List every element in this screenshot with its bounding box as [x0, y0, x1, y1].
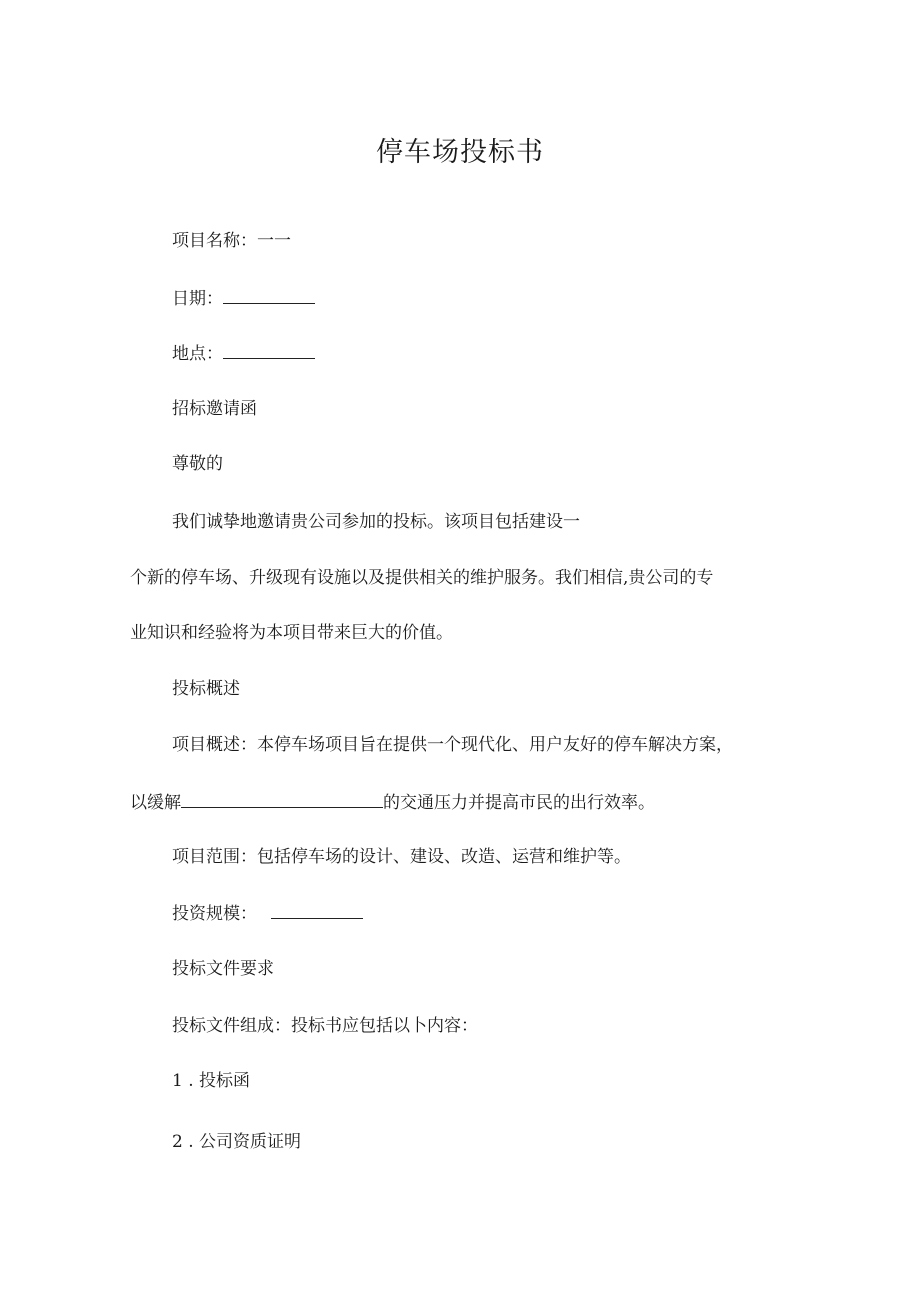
location-label: 地点：: [172, 344, 223, 364]
overview-blank: [181, 790, 383, 808]
requirements-heading: 投标文件要求: [172, 959, 274, 979]
scope-line: 项目范围：包括停车场的设计、建设、改造、运营和维护等。: [172, 847, 631, 867]
salutation: 尊敬的: [172, 454, 223, 474]
list-item-1: 1 . 投标函: [172, 1071, 251, 1091]
overview-line-2: [130, 790, 655, 815]
location-line: [172, 341, 315, 366]
document-title: 停车场投标书: [376, 137, 544, 168]
investment-line: [172, 901, 363, 926]
overview-line-2-suffix: 的交通压力并提高市民的出行效率。: [383, 793, 655, 813]
date-blank: [223, 286, 315, 304]
date-line: [172, 286, 315, 311]
invitation-line-3: 业知识和经验将为本项目带来巨大的价值。: [130, 623, 453, 643]
investment-label: 投资规模：: [172, 904, 257, 924]
date-label: 日期：: [172, 289, 223, 309]
invitation-heading: 招标邀请函: [172, 399, 257, 419]
investment-blank: [271, 901, 363, 919]
list-item-2: 2 . 公司资质证明: [172, 1132, 302, 1152]
invitation-line-2: 个新的停车场、升级现有设施以及提供相关的维护服务。我们相信,贵公司的专: [130, 568, 714, 588]
project-name-line: 项目名称：一一: [172, 231, 291, 251]
overview-heading: 投标概述: [172, 679, 240, 699]
invitation-line-1: 我们诚挚地邀请贵公司参加的投标。该项目包括建设一: [172, 512, 580, 532]
composition-line: 投标文件组成：投标书应包括以卜内容：: [172, 1016, 478, 1036]
overview-line-2-prefix: 以缓解: [130, 793, 181, 813]
overview-line-1: 项目概述：本停车场项目旨在提供一个现代化、用户友好的停车解决方案，: [172, 735, 733, 755]
location-blank: [223, 341, 315, 359]
